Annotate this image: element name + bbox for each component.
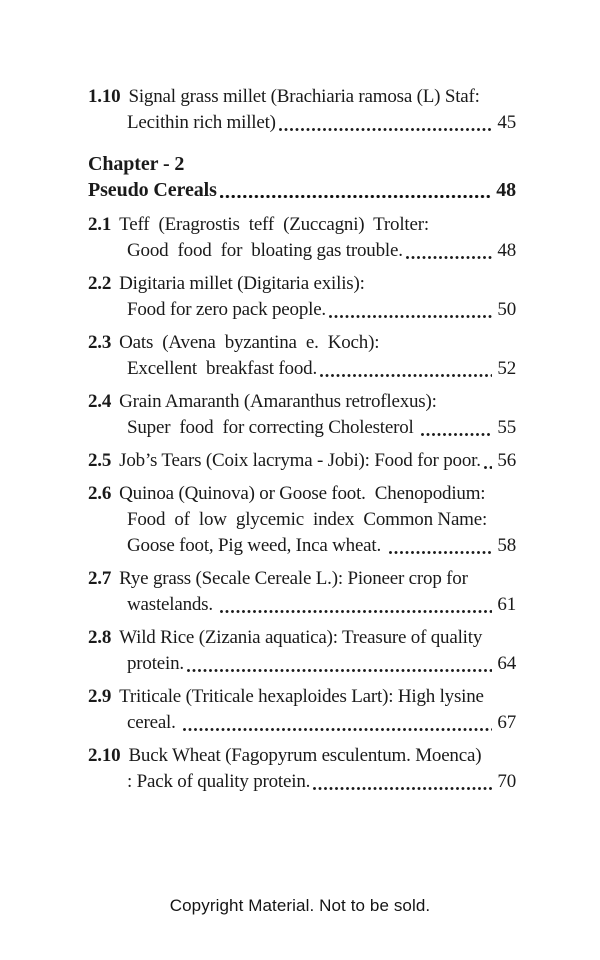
entry-text: Wild Rice (Zizania aquatica): Treasure of quality xyxy=(119,627,483,648)
toc-line xyxy=(88,710,516,736)
entry-text: Food of low glycemic index Common Name: xyxy=(127,509,488,530)
dot-leader xyxy=(484,466,493,469)
entry-number: 2.6 xyxy=(88,483,112,504)
entry-text: Grain Amaranth (Amaranthus retroflexus): xyxy=(119,391,437,412)
toc-line xyxy=(88,625,516,651)
chapter-heading xyxy=(88,151,516,203)
page-number: 56 xyxy=(497,450,516,471)
entry-number: 2.1 xyxy=(88,214,112,235)
entry-text: Rye grass (Secale Cereale L.): Pioneer crop for xyxy=(119,568,468,589)
toc-line xyxy=(88,212,516,238)
page-number: 55 xyxy=(497,417,516,438)
copyright-footer: Copyright Material. Not to be sold. xyxy=(169,896,431,915)
toc-line xyxy=(88,507,516,533)
entry-number: 2.5 xyxy=(88,450,112,471)
toc-line xyxy=(88,177,516,203)
entry-text: Food for zero pack people. xyxy=(127,299,326,320)
entry-number: 2.4 xyxy=(88,391,112,412)
toc-line xyxy=(88,297,516,323)
dot-leader xyxy=(329,315,492,318)
toc-line xyxy=(88,448,516,474)
page-number: 70 xyxy=(497,771,516,792)
dot-leader xyxy=(389,551,493,554)
entry-text: protein. xyxy=(127,653,184,674)
entry-number: 2.10 xyxy=(88,745,121,766)
toc-line xyxy=(88,415,516,441)
toc-entry xyxy=(88,481,516,559)
page-number: 58 xyxy=(497,535,516,556)
toc-line xyxy=(88,743,516,769)
toc-line xyxy=(88,151,516,177)
dot-leader xyxy=(187,669,492,672)
toc-entry xyxy=(88,84,516,136)
toc-line xyxy=(88,769,516,795)
toc-entry xyxy=(88,566,516,618)
entry-text: Oats (Avena byzantina e. Koch): xyxy=(119,332,380,353)
dot-leader xyxy=(220,610,492,613)
toc-entry xyxy=(88,448,516,474)
dot-leader xyxy=(279,128,493,131)
dot-leader xyxy=(421,433,492,436)
entry-number: 2.8 xyxy=(88,627,112,648)
entry-text: Triticale (Triticale hexaploides Lart): High lysine xyxy=(119,686,484,707)
table-of-contents xyxy=(88,84,516,802)
entry-text: Buck Wheat (Fagopyrum esculentum. Moenca) xyxy=(128,745,482,766)
chapter-title: Pseudo Cereals xyxy=(88,179,217,201)
toc-entry xyxy=(88,212,516,264)
toc-line xyxy=(88,110,516,136)
entry-number: 2.7 xyxy=(88,568,112,589)
toc-line xyxy=(88,592,516,618)
toc-entry xyxy=(88,330,516,382)
page-number: 52 xyxy=(497,358,516,379)
dot-leader xyxy=(406,256,493,259)
entry-number: 2.2 xyxy=(88,273,112,294)
page-number: 48 xyxy=(497,240,516,261)
page-number: 61 xyxy=(497,594,516,615)
toc-line xyxy=(88,84,516,110)
entry-text: Goose foot, Pig weed, Inca wheat. xyxy=(127,535,386,556)
toc-line xyxy=(88,566,516,592)
toc-line xyxy=(88,238,516,264)
toc-line xyxy=(88,330,516,356)
toc-line xyxy=(88,651,516,677)
toc-line xyxy=(88,356,516,382)
toc-entry xyxy=(88,684,516,736)
toc-entry xyxy=(88,389,516,441)
page-number: 64 xyxy=(497,653,516,674)
entry-text: Signal grass millet (Brachiaria ramosa (L) Staf: xyxy=(128,86,480,107)
entry-text: Good food for bloating gas trouble. xyxy=(127,240,403,261)
toc-entry xyxy=(88,625,516,677)
entry-text: Quinoa (Quinova) or Goose foot. Chenopodium: xyxy=(119,483,486,504)
toc-line xyxy=(88,271,516,297)
entry-text: Lecithin rich millet) xyxy=(127,112,276,133)
chapter-title: Chapter - 2 xyxy=(88,153,185,175)
toc-entry xyxy=(88,271,516,323)
entry-number: 2.9 xyxy=(88,686,112,707)
toc-line xyxy=(88,481,516,507)
page-number: 67 xyxy=(497,712,516,733)
toc-line xyxy=(88,684,516,710)
dot-leader xyxy=(313,787,492,790)
entry-text: Job’s Tears (Coix lacryma - Jobi): Food for poor. xyxy=(119,450,481,471)
entry-number: 1.10 xyxy=(88,86,121,107)
entry-text: Super food for correcting Cholesterol xyxy=(127,417,419,438)
entry-number: 2.3 xyxy=(88,332,112,353)
entry-text: : Pack of quality protein. xyxy=(127,771,311,792)
toc-entry xyxy=(88,743,516,795)
entry-text: cereal. xyxy=(127,712,181,733)
dot-leader xyxy=(220,195,491,198)
toc-line xyxy=(88,389,516,415)
dot-leader xyxy=(183,728,492,731)
entry-text: Digitaria millet (Digitaria exilis): xyxy=(119,273,365,294)
entry-text: Excellent breakfast food. xyxy=(127,358,317,379)
page-number: 45 xyxy=(497,112,516,133)
dot-leader xyxy=(320,374,492,377)
page-number: 50 xyxy=(497,299,516,320)
entry-text: wastelands. xyxy=(127,594,218,615)
page-number: 48 xyxy=(496,179,516,201)
entry-text: Teff (Eragrostis teff (Zuccagni) Trolter: xyxy=(119,214,429,235)
toc-line xyxy=(88,533,516,559)
